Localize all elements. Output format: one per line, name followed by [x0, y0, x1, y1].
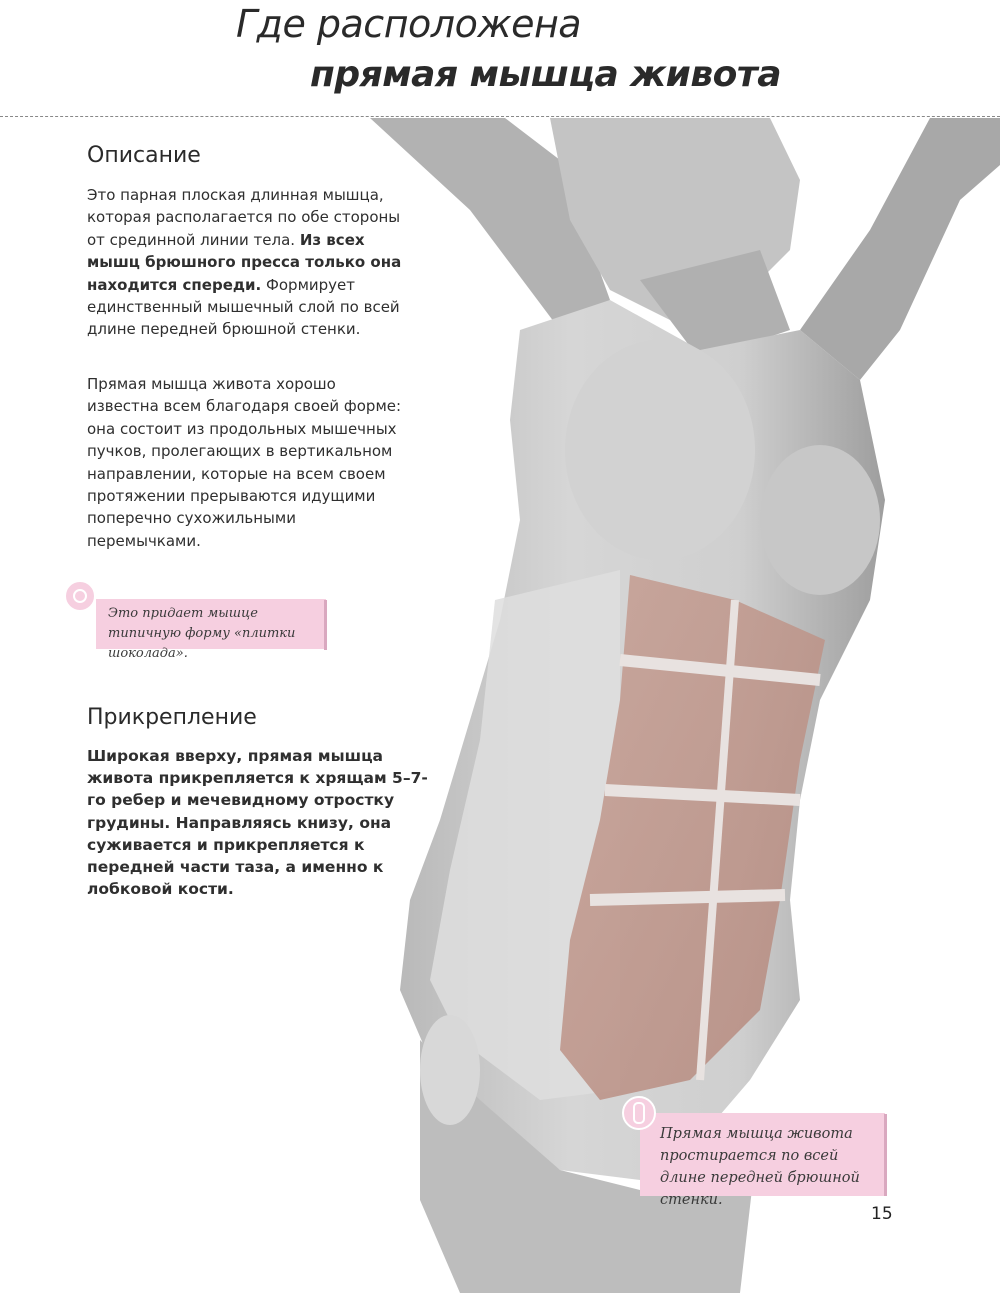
note-wall-text: Прямая мышца живота простирается по всей длине передней брюшной стенки. — [660, 1126, 860, 1208]
page-number: 15 — [871, 1204, 893, 1224]
description-heading: Описание — [87, 143, 201, 168]
note-chocolate-edge — [324, 600, 327, 650]
breast-right-shape — [760, 445, 880, 595]
note-wall-box — [640, 1113, 885, 1208]
attachment-heading: Прикрепление — [87, 705, 257, 730]
description-p1-bold: Из всех мышц брюшного пресса только она находится спереди. — [87, 230, 402, 294]
tendinous-band-3 — [590, 895, 785, 900]
header-divider — [0, 116, 1000, 117]
hip-bone-shape — [420, 1015, 480, 1125]
description-paragraph-2: Прямая мышца живота хорошо известна всем благодаря своей форме: она состоит из продольных мышечных пучков, пролегающих в вертикальном направлении, которые на всем своем протяжении прерываются идущими поперечно сухожильными перемычками. — [87, 375, 402, 550]
description-paragraph-1 — [87, 184, 407, 341]
attachment-text: Широкая вверху, прямая мышца живота прикрепляется к хрящам 5–7-го ребер и мечевидному отростку грудины. Направляясь книзу, она суживается и прикрепляется к передней части таза, а именно к лобковой кости. — [87, 747, 428, 899]
page-title-line1: Где расположена — [236, 2, 582, 46]
note-chocolate-box — [96, 599, 326, 661]
note-wall-edge — [884, 1114, 887, 1196]
description-p1-part2: Формирует единственный мышечный слой по всей длине передней брюшной стенки. — [87, 275, 400, 339]
note-chocolate-text: Это придает мышце типичную форму «плитки шоколада». — [108, 606, 296, 661]
page-title-line2: прямая мышца живота — [310, 54, 782, 95]
arm-left-shape — [800, 118, 1000, 380]
spine-icon — [620, 1094, 658, 1132]
breast-left-shape — [565, 340, 755, 560]
description-p1-part1: Это парная плоская длинная мышца, которая располагается по обе стороны от срединной линии тела. — [87, 186, 401, 249]
flower-icon — [62, 578, 98, 614]
